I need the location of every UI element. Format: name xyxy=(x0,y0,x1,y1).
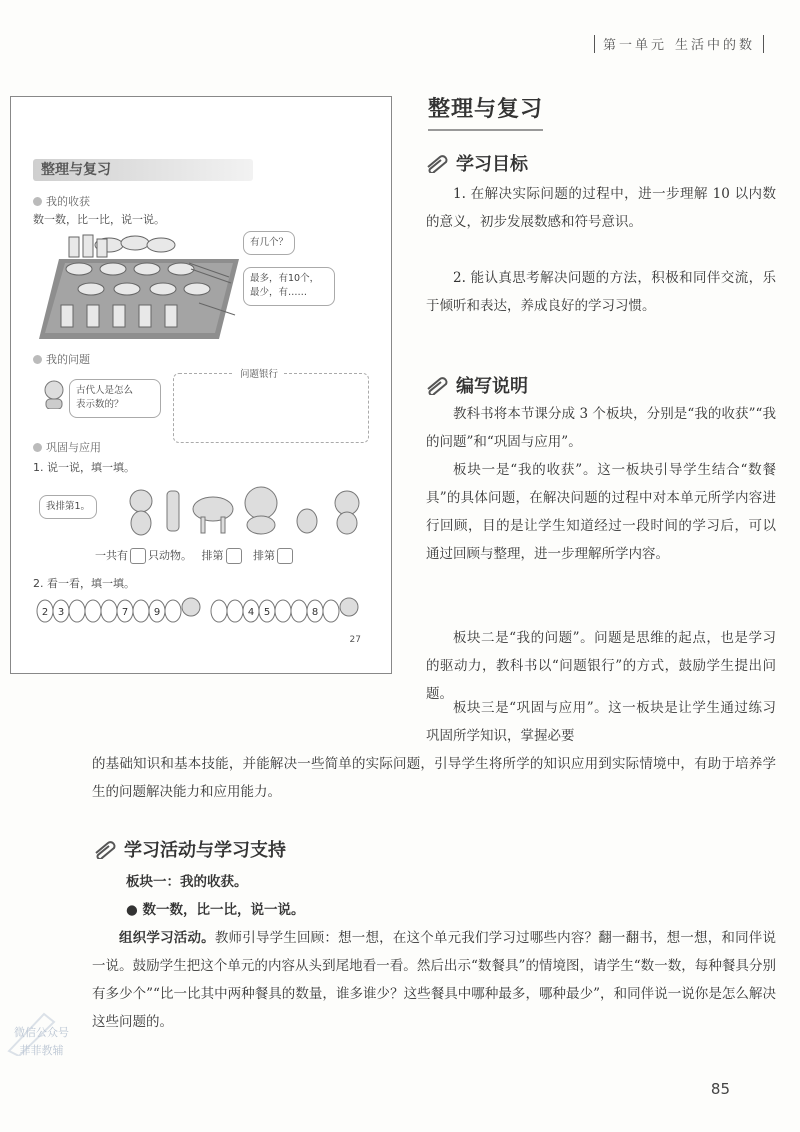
paperclip-icon xyxy=(424,375,450,395)
activity-heading: 学习活动与学习支持 xyxy=(92,836,286,862)
answer-box[interactable] xyxy=(130,548,146,564)
notes-paragraph-2: 板块一是“我的收获”。这一板块引导学生结合“数餐具”的具体问题，在解决问题的过程中对本单元所学内容进行回顾，目的是让学生知道经过一段时间的学习后，可以通过回顾与整理，进一步理解所学内容。 xyxy=(426,462,776,562)
header-title: 生活中的数 xyxy=(674,38,755,53)
running-header xyxy=(594,34,764,53)
caterpillar-number: 8 xyxy=(311,607,319,618)
section-dot-icon xyxy=(33,443,42,452)
student-avatar-icon xyxy=(41,379,67,409)
section-title: 整理与复习 xyxy=(428,92,543,131)
embed-section-question: 我的问题 xyxy=(33,351,90,367)
caterpillar-number: 2 xyxy=(41,607,49,618)
activity-bullet: ● 数一数，比一比，说一说。 xyxy=(126,902,305,918)
goal-paragraph-1: 1. 在解决实际问题的过程中，进一步理解 10 以内数的意义，初步发展数感和符号意识。 xyxy=(426,186,776,230)
notes-paragraph-1: 教科书将本节课分成 3 个板块，分别是“我的收获”“我的问题”和“巩固与应用”。 xyxy=(426,406,776,450)
notes-paragraph-4b: 的基础知识和基本技能，并能解决一些简单的实际问题，引导学生将所学的知识应用到实际情境中，有助于培养学生的问题解决能力和应用能力。 xyxy=(92,756,776,800)
caterpillar-segment xyxy=(211,600,227,622)
activity-lead: 组织学习活动。 xyxy=(119,930,215,946)
activity-block-1: 板块一：我的收获。 xyxy=(126,874,248,890)
animals-illustration xyxy=(121,481,371,537)
embed-bubble-rank: 我排第1。 xyxy=(39,495,97,519)
embed-banner: 整理与复习 xyxy=(33,159,253,181)
header-unit: 第一单元 xyxy=(602,38,667,53)
caterpillar-segment xyxy=(291,600,307,622)
embed-page-number: 27 xyxy=(349,635,361,645)
section-dot-icon xyxy=(33,197,42,206)
goal-paragraph-2: 2. 能认真思考解决问题的方法，积极和同伴交流，乐于倾听和表达，养成良好的学习习惯。 xyxy=(426,270,776,314)
answer-box[interactable] xyxy=(226,548,242,564)
embed-fill-line: 一共有 只动物。 排第 排第 xyxy=(95,547,295,564)
activity-paragraph xyxy=(92,924,776,1036)
notes-paragraph-4a: 板块三是“巩固与应用”。这一板块是让学生通过练习巩固所学知识，掌握必要 xyxy=(426,700,776,744)
answer-box[interactable] xyxy=(277,548,293,564)
goal-heading: 学习目标 xyxy=(424,150,528,176)
header-divider xyxy=(594,35,595,53)
caterpillar-head xyxy=(340,598,358,616)
caterpillar-segment xyxy=(69,600,85,622)
caterpillar-segment xyxy=(85,600,101,622)
caterpillar-number: 3 xyxy=(57,607,65,618)
caterpillar-segment xyxy=(165,600,181,622)
caterpillar-segment xyxy=(323,600,339,622)
caterpillar-segment xyxy=(275,600,291,622)
section-dot-icon xyxy=(33,355,42,364)
tableware-illustration xyxy=(39,229,239,341)
activity-body: 教师引导学生回顾：想一想，在这个单元我们学习过哪些内容？翻一翻书，想一想，和同伴说一说。鼓励学生把这个单元的内容从头到尾地看一看。然后出示“数餐具”的情境图，请学生“数一数，每种餐具分别有多少个”“比一比其中两种餐具的数量，谁多谁少？这些餐具中哪种最多，哪种最少”，和同伴说一说你是怎么解决这些问题的。 xyxy=(92,930,777,1030)
caterpillar-segment xyxy=(227,600,243,622)
embed-bubble-count: 有几个？ xyxy=(243,231,295,255)
textbook-page-image xyxy=(10,96,392,674)
embed-exercise-2: 2. 看一看，填一填。 xyxy=(33,577,135,590)
paperclip-icon xyxy=(424,153,450,173)
caterpillar-number-line xyxy=(33,595,373,625)
question-bank-box: 问题银行 xyxy=(173,373,369,443)
notes-paragraph-3: 板块二是“我的问题”。问题是思维的起点，也是学习的驱动力，教科书以“问题银行”的方式，鼓励学生提出问题。 xyxy=(426,630,776,702)
caterpillar-number: 5 xyxy=(263,607,271,618)
notes-heading: 编写说明 xyxy=(424,372,528,398)
watermark: 微信公众号 菲菲教辅 xyxy=(14,1026,69,1057)
embed-exercise-1: 1. 说一说，填一填。 xyxy=(33,461,135,474)
header-divider xyxy=(763,35,764,53)
page-number: 85 xyxy=(710,1080,730,1098)
paperclip-icon xyxy=(92,839,118,859)
caterpillar-segment xyxy=(101,600,117,622)
embed-section-apply: 巩固与应用 xyxy=(33,439,101,455)
caterpillar-head xyxy=(182,598,200,616)
embed-bubble-compare: 最多，有10个， 最少，有…… xyxy=(243,267,335,306)
caterpillar-number: 7 xyxy=(121,607,129,618)
caterpillar-number: 4 xyxy=(247,607,255,618)
embed-task-1: 数一数，比一比，说一说。 xyxy=(33,213,165,226)
caterpillar-segment xyxy=(133,600,149,622)
embed-bubble-ancient: 古代人是怎么 表示数的？ xyxy=(69,379,161,418)
caterpillar-number: 9 xyxy=(153,607,161,618)
embed-section-harvest: 我的收获 xyxy=(33,193,90,209)
